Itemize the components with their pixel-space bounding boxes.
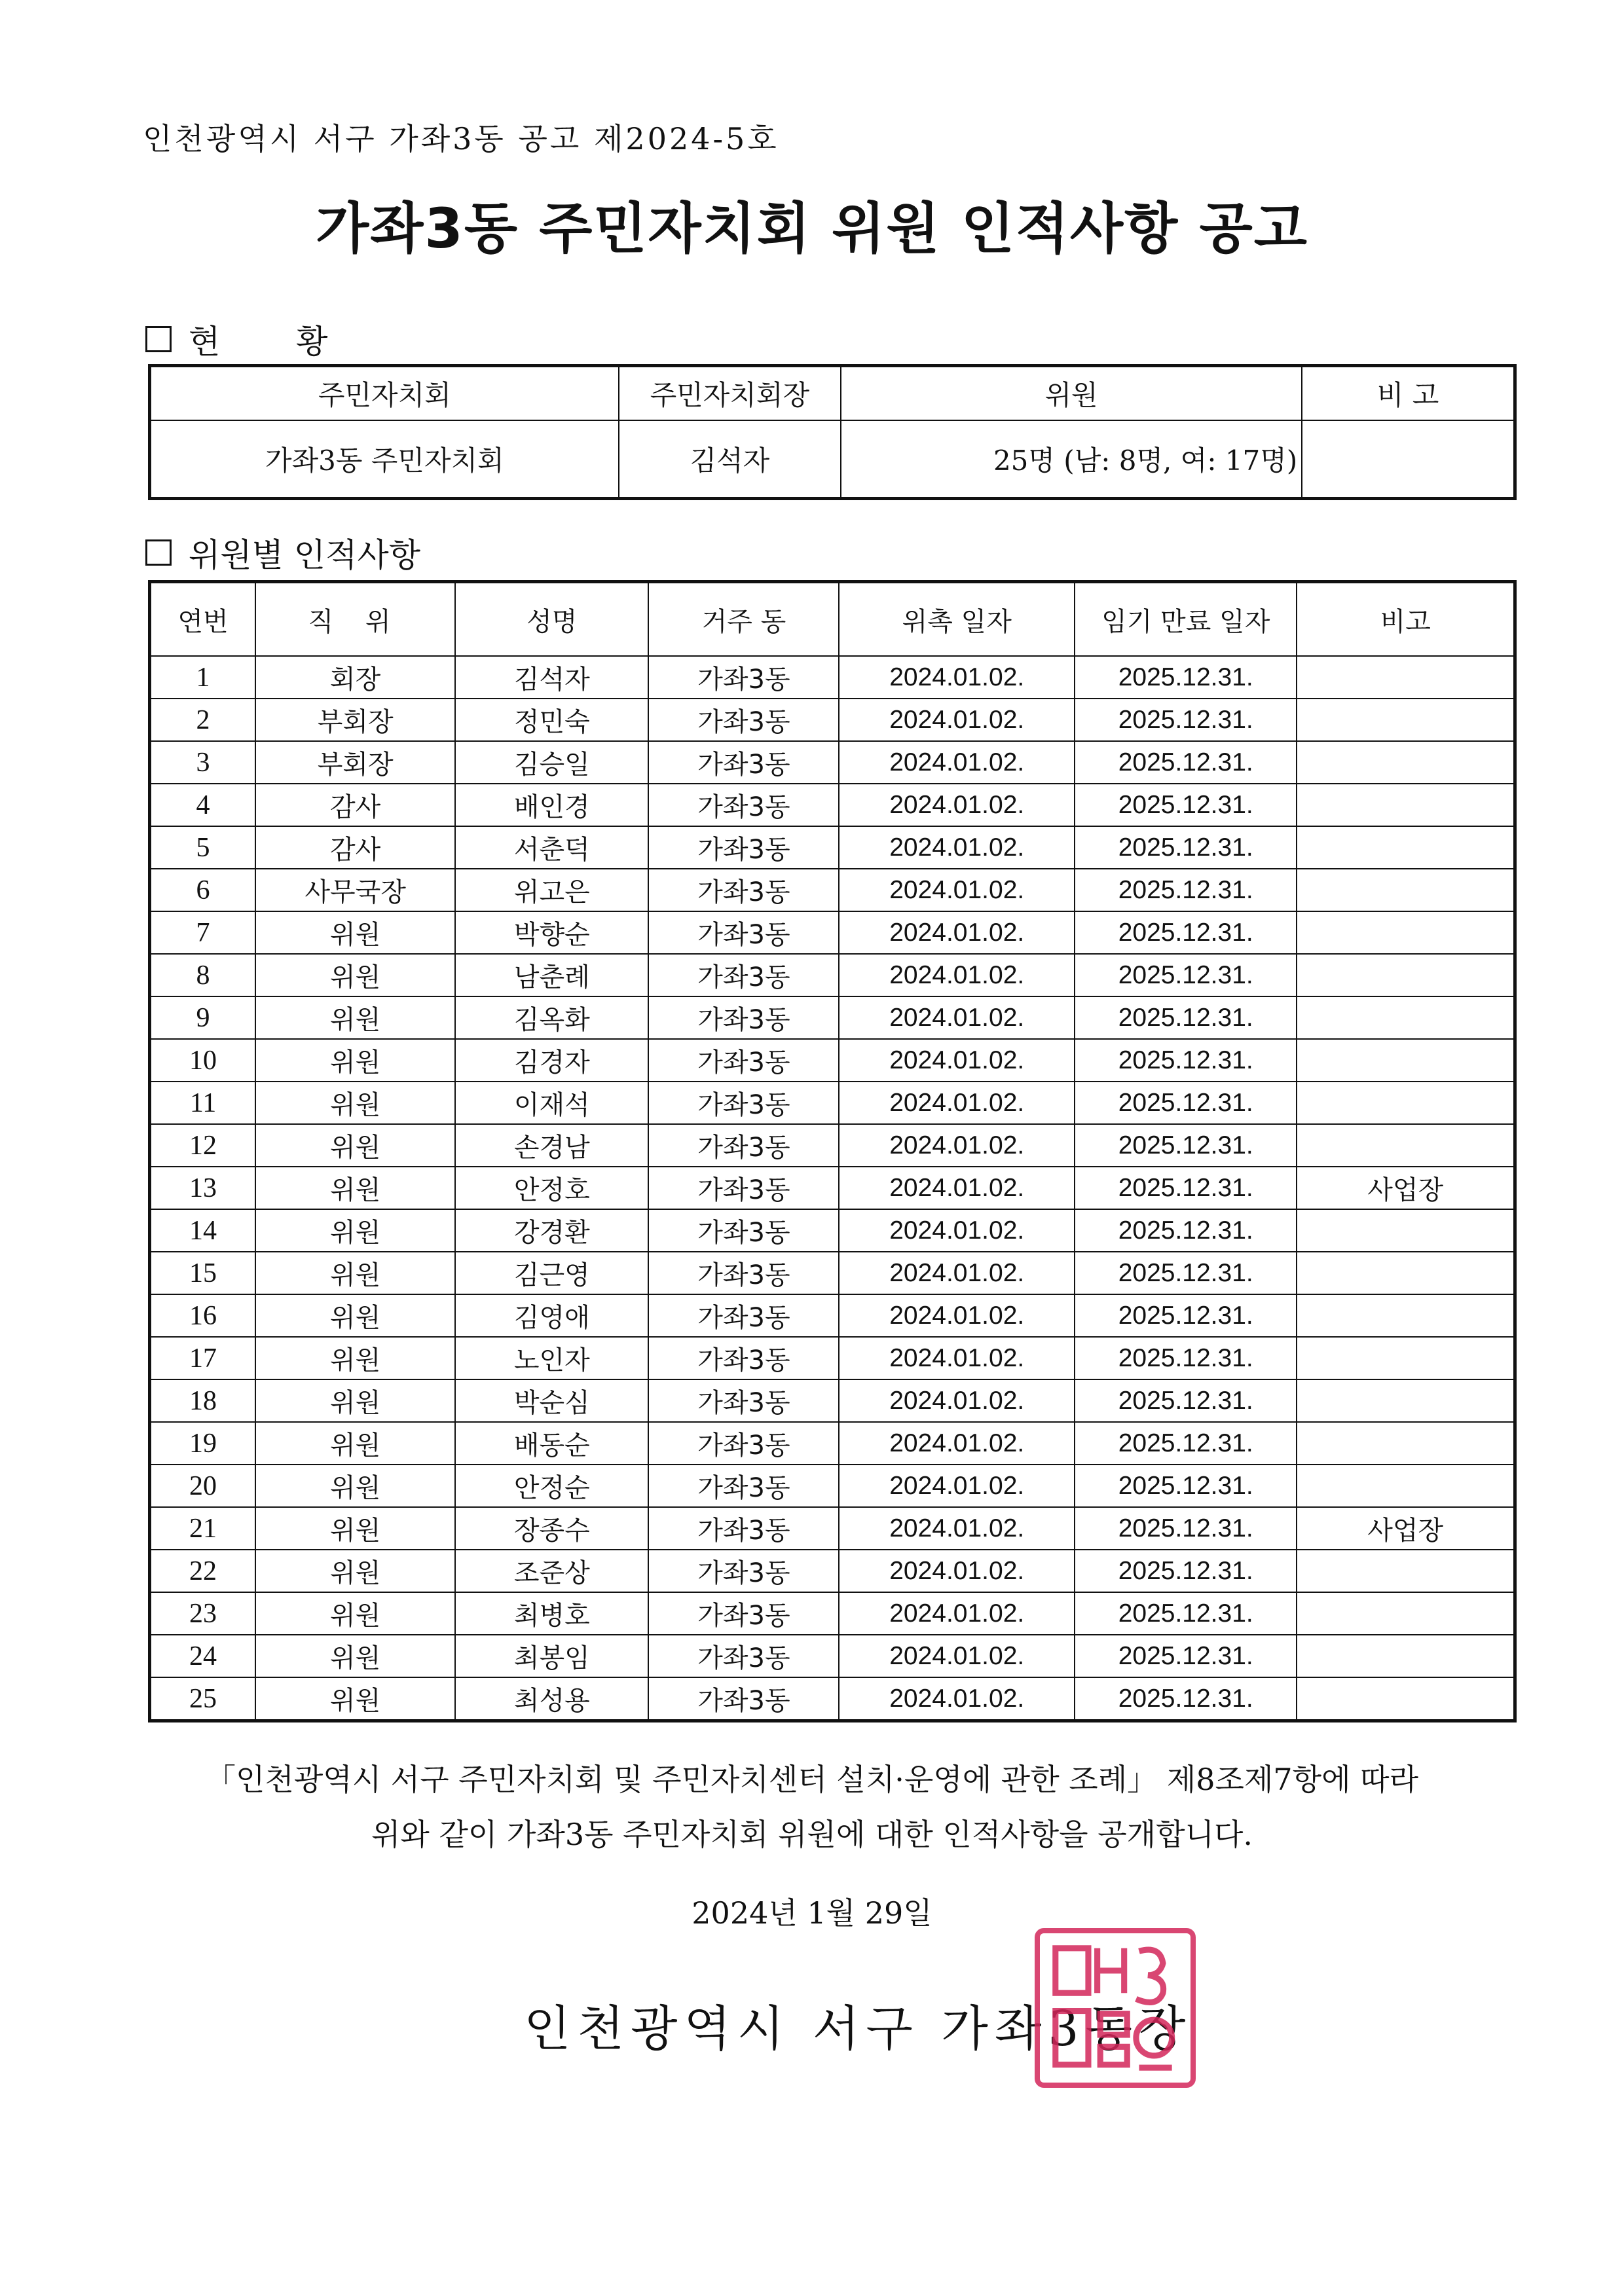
member-appointed-date: 2024.01.02. bbox=[839, 1337, 1074, 1379]
member-name: 박순심 bbox=[455, 1379, 648, 1422]
member-district: 가좌3동 bbox=[648, 1550, 839, 1592]
member-district: 가좌3동 bbox=[648, 911, 839, 954]
member-district: 가좌3동 bbox=[648, 869, 839, 911]
checkbox-icon bbox=[145, 539, 172, 566]
member-position: 위원 bbox=[255, 1252, 455, 1294]
member-appointed-date: 2024.01.02. bbox=[839, 954, 1074, 996]
member-seq: 23 bbox=[150, 1592, 256, 1635]
header-seq: 연번 bbox=[150, 582, 256, 657]
member-term-end-date: 2025.12.31. bbox=[1075, 1209, 1297, 1252]
member-position: 부회장 bbox=[255, 741, 455, 784]
member-name: 위고은 bbox=[455, 869, 648, 911]
member-term-end-date: 2025.12.31. bbox=[1075, 1337, 1297, 1379]
member-remark bbox=[1297, 1209, 1515, 1252]
member-term-end-date: 2025.12.31. bbox=[1075, 1422, 1297, 1465]
member-seq: 18 bbox=[150, 1379, 256, 1422]
member-name: 장종수 bbox=[455, 1507, 648, 1550]
member-appointed-date: 2024.01.02. bbox=[839, 1677, 1074, 1721]
member-seq: 8 bbox=[150, 954, 256, 996]
member-appointed-date: 2024.01.02. bbox=[839, 869, 1074, 911]
member-term-end-date: 2025.12.31. bbox=[1075, 1635, 1297, 1677]
member-remark bbox=[1297, 1337, 1515, 1379]
legal-text-line1: 「인천광역시 서구 주민자치회 및 주민자치센터 설치·운영에 관한 조례」 제8조제7항에 따라 bbox=[205, 1762, 1418, 1797]
table-row bbox=[150, 784, 1515, 826]
member-remark bbox=[1297, 1677, 1515, 1721]
member-seq: 2 bbox=[150, 699, 256, 741]
member-appointed-date: 2024.01.02. bbox=[839, 1422, 1074, 1465]
table-row bbox=[150, 1677, 1515, 1721]
member-district: 가좌3동 bbox=[648, 1507, 839, 1550]
member-position: 위원 bbox=[255, 1465, 455, 1507]
table-row bbox=[150, 1209, 1515, 1252]
member-term-end-date: 2025.12.31. bbox=[1075, 954, 1297, 996]
member-district: 가좌3동 bbox=[648, 1082, 839, 1124]
member-district: 가좌3동 bbox=[648, 1465, 839, 1507]
member-seq: 12 bbox=[150, 1124, 256, 1167]
header-note: 비 고 bbox=[1302, 366, 1515, 421]
table-row bbox=[150, 826, 1515, 869]
member-appointed-date: 2024.01.02. bbox=[839, 996, 1074, 1039]
header-position: 직 위 bbox=[255, 582, 455, 657]
member-district: 가좌3동 bbox=[648, 699, 839, 741]
member-name: 김옥화 bbox=[455, 996, 648, 1039]
member-remark bbox=[1297, 911, 1515, 954]
member-appointed-date: 2024.01.02. bbox=[839, 741, 1074, 784]
table-row bbox=[150, 699, 1515, 741]
member-position: 위원 bbox=[255, 1167, 455, 1209]
member-seq: 7 bbox=[150, 911, 256, 954]
member-district: 가좌3동 bbox=[648, 656, 839, 699]
member-name: 김영애 bbox=[455, 1294, 648, 1337]
member-position: 위원 bbox=[255, 1422, 455, 1465]
member-district: 가좌3동 bbox=[648, 1677, 839, 1721]
member-district: 가좌3동 bbox=[648, 1294, 839, 1337]
member-appointed-date: 2024.01.02. bbox=[839, 1465, 1074, 1507]
table-row bbox=[150, 911, 1515, 954]
header-remark: 비고 bbox=[1297, 582, 1515, 657]
member-position: 사무국장 bbox=[255, 869, 455, 911]
member-district: 가좌3동 bbox=[648, 1209, 839, 1252]
member-term-end-date: 2025.12.31. bbox=[1075, 1167, 1297, 1209]
member-term-end-date: 2025.12.31. bbox=[1075, 911, 1297, 954]
status-note bbox=[1302, 420, 1515, 499]
section-status-heading bbox=[145, 316, 361, 363]
table-row bbox=[150, 1507, 1515, 1550]
members-table-header bbox=[150, 582, 1515, 657]
member-position: 위원 bbox=[255, 1337, 455, 1379]
member-seq: 4 bbox=[150, 784, 256, 826]
member-name: 최병호 bbox=[455, 1592, 648, 1635]
table-row bbox=[150, 869, 1515, 911]
member-remark bbox=[1297, 699, 1515, 741]
table-row bbox=[150, 1124, 1515, 1167]
member-name: 정민숙 bbox=[455, 699, 648, 741]
member-remark bbox=[1297, 1252, 1515, 1294]
committee-name: 가좌3동 주민자치회 bbox=[150, 420, 619, 499]
member-term-end-date: 2025.12.31. bbox=[1075, 1379, 1297, 1422]
table-row bbox=[150, 1082, 1515, 1124]
member-term-end-date: 2025.12.31. bbox=[1075, 1507, 1297, 1550]
member-remark bbox=[1297, 741, 1515, 784]
member-remark bbox=[1297, 1550, 1515, 1592]
official-seal-icon bbox=[1035, 1928, 1196, 2088]
section-members-heading bbox=[145, 529, 420, 576]
member-count: 25명 (남: 8명, 여: 17명) bbox=[841, 420, 1302, 499]
member-term-end-date: 2025.12.31. bbox=[1075, 699, 1297, 741]
member-district: 가좌3동 bbox=[648, 1635, 839, 1677]
member-term-end-date: 2025.12.31. bbox=[1075, 826, 1297, 869]
member-remark bbox=[1297, 656, 1515, 699]
section-status-label: 현 황 bbox=[189, 323, 361, 361]
member-seq: 9 bbox=[150, 996, 256, 1039]
member-district: 가좌3동 bbox=[648, 1592, 839, 1635]
member-name: 최봉임 bbox=[455, 1635, 648, 1677]
member-district: 가좌3동 bbox=[648, 741, 839, 784]
legal-text-line2: 위와 같이 가좌3동 주민자치회 위원에 대한 인적사항을 공개합니다. bbox=[371, 1817, 1253, 1852]
member-position: 위원 bbox=[255, 1507, 455, 1550]
member-position: 감사 bbox=[255, 826, 455, 869]
checkbox-icon bbox=[145, 326, 172, 352]
member-name: 안정순 bbox=[455, 1465, 648, 1507]
member-seq: 10 bbox=[150, 1039, 256, 1082]
table-row bbox=[150, 741, 1515, 784]
member-district: 가좌3동 bbox=[648, 954, 839, 996]
member-name: 김석자 bbox=[455, 656, 648, 699]
member-term-end-date: 2025.12.31. bbox=[1075, 1252, 1297, 1294]
member-seq: 22 bbox=[150, 1550, 256, 1592]
members-table bbox=[148, 580, 1517, 1722]
member-name: 김근영 bbox=[455, 1252, 648, 1294]
member-appointed-date: 2024.01.02. bbox=[839, 1294, 1074, 1337]
member-term-end-date: 2025.12.31. bbox=[1075, 1550, 1297, 1592]
member-seq: 3 bbox=[150, 741, 256, 784]
member-district: 가좌3동 bbox=[648, 1252, 839, 1294]
table-row bbox=[150, 1039, 1515, 1082]
member-remark bbox=[1297, 1039, 1515, 1082]
member-appointed-date: 2024.01.02. bbox=[839, 1209, 1074, 1252]
member-district: 가좌3동 bbox=[648, 996, 839, 1039]
table-row bbox=[150, 954, 1515, 996]
member-term-end-date: 2025.12.31. bbox=[1075, 996, 1297, 1039]
member-seq: 6 bbox=[150, 869, 256, 911]
seal-graphic bbox=[1040, 1933, 1190, 2083]
member-name: 안정호 bbox=[455, 1167, 648, 1209]
table-row bbox=[150, 1167, 1515, 1209]
member-term-end-date: 2025.12.31. bbox=[1075, 1082, 1297, 1124]
member-seq: 5 bbox=[150, 826, 256, 869]
table-row bbox=[150, 1337, 1515, 1379]
member-district: 가좌3동 bbox=[648, 1124, 839, 1167]
member-position: 위원 bbox=[255, 954, 455, 996]
member-term-end-date: 2025.12.31. bbox=[1075, 1294, 1297, 1337]
member-seq: 25 bbox=[150, 1677, 256, 1721]
member-position: 위원 bbox=[255, 1379, 455, 1422]
member-appointed-date: 2024.01.02. bbox=[839, 1039, 1074, 1082]
member-seq: 13 bbox=[150, 1167, 256, 1209]
notice-date: 2024년 1월 29일 bbox=[692, 1895, 932, 1931]
member-name: 노인자 bbox=[455, 1337, 648, 1379]
table-row bbox=[150, 996, 1515, 1039]
member-appointed-date: 2024.01.02. bbox=[839, 1592, 1074, 1635]
member-seq: 24 bbox=[150, 1635, 256, 1677]
member-remark bbox=[1297, 954, 1515, 996]
member-seq: 15 bbox=[150, 1252, 256, 1294]
header-committee: 주민자치회 bbox=[150, 366, 619, 421]
member-seq: 21 bbox=[150, 1507, 256, 1550]
member-appointed-date: 2024.01.02. bbox=[839, 911, 1074, 954]
member-name: 박향순 bbox=[455, 911, 648, 954]
member-remark bbox=[1297, 996, 1515, 1039]
member-remark bbox=[1297, 1082, 1515, 1124]
member-district: 가좌3동 bbox=[648, 1167, 839, 1209]
member-remark bbox=[1297, 1294, 1515, 1337]
member-name: 김승일 bbox=[455, 741, 648, 784]
member-position: 위원 bbox=[255, 1082, 455, 1124]
member-seq: 1 bbox=[150, 656, 256, 699]
member-name: 강경환 bbox=[455, 1209, 648, 1252]
status-table bbox=[148, 364, 1517, 500]
member-name: 최성용 bbox=[455, 1677, 648, 1721]
member-term-end-date: 2025.12.31. bbox=[1075, 784, 1297, 826]
table-row bbox=[150, 1422, 1515, 1465]
member-appointed-date: 2024.01.02. bbox=[839, 1082, 1074, 1124]
member-term-end-date: 2025.12.31. bbox=[1075, 1592, 1297, 1635]
member-seq: 17 bbox=[150, 1337, 256, 1379]
member-name: 이재석 bbox=[455, 1082, 648, 1124]
status-table-header bbox=[150, 366, 1515, 421]
member-remark bbox=[1297, 826, 1515, 869]
member-position: 위원 bbox=[255, 1209, 455, 1252]
header-members: 위원 bbox=[841, 366, 1302, 421]
member-position: 감사 bbox=[255, 784, 455, 826]
member-position: 위원 bbox=[255, 1635, 455, 1677]
member-district: 가좌3동 bbox=[648, 1337, 839, 1379]
member-term-end-date: 2025.12.31. bbox=[1075, 1039, 1297, 1082]
member-name: 배동순 bbox=[455, 1422, 648, 1465]
member-seq: 19 bbox=[150, 1422, 256, 1465]
member-position: 위원 bbox=[255, 1039, 455, 1082]
member-seq: 20 bbox=[150, 1465, 256, 1507]
member-remark bbox=[1297, 1124, 1515, 1167]
member-term-end-date: 2025.12.31. bbox=[1075, 741, 1297, 784]
member-remark bbox=[1297, 1592, 1515, 1635]
member-district: 가좌3동 bbox=[648, 1379, 839, 1422]
member-position: 위원 bbox=[255, 1294, 455, 1337]
member-position: 회장 bbox=[255, 656, 455, 699]
table-row bbox=[150, 1379, 1515, 1422]
header-chair: 주민자치회장 bbox=[619, 366, 841, 421]
member-district: 가좌3동 bbox=[648, 1422, 839, 1465]
table-row bbox=[150, 1550, 1515, 1592]
table-row bbox=[150, 1592, 1515, 1635]
member-remark: 사업장 bbox=[1297, 1507, 1515, 1550]
member-name: 서춘덕 bbox=[455, 826, 648, 869]
member-appointed-date: 2024.01.02. bbox=[839, 1379, 1074, 1422]
header-appointed: 위촉 일자 bbox=[839, 582, 1074, 657]
member-district: 가좌3동 bbox=[648, 1039, 839, 1082]
member-appointed-date: 2024.01.02. bbox=[839, 1124, 1074, 1167]
member-position: 위원 bbox=[255, 1124, 455, 1167]
member-position: 부회장 bbox=[255, 699, 455, 741]
member-remark bbox=[1297, 1635, 1515, 1677]
table-row bbox=[150, 1252, 1515, 1294]
notice-number: 인천광역시 서구 가좌3동 공고 제2024-5호 bbox=[143, 121, 779, 156]
member-remark bbox=[1297, 1379, 1515, 1422]
member-seq: 14 bbox=[150, 1209, 256, 1252]
member-appointed-date: 2024.01.02. bbox=[839, 1635, 1074, 1677]
member-term-end-date: 2025.12.31. bbox=[1075, 1677, 1297, 1721]
member-position: 위원 bbox=[255, 1550, 455, 1592]
member-name: 조준상 bbox=[455, 1550, 648, 1592]
member-name: 손경남 bbox=[455, 1124, 648, 1167]
member-term-end-date: 2025.12.31. bbox=[1075, 656, 1297, 699]
table-row bbox=[150, 656, 1515, 699]
member-term-end-date: 2025.12.31. bbox=[1075, 869, 1297, 911]
header-district: 거주 동 bbox=[648, 582, 839, 657]
chair-name: 김석자 bbox=[619, 420, 841, 499]
member-appointed-date: 2024.01.02. bbox=[839, 1550, 1074, 1592]
member-term-end-date: 2025.12.31. bbox=[1075, 1124, 1297, 1167]
member-remark bbox=[1297, 869, 1515, 911]
member-position: 위원 bbox=[255, 1592, 455, 1635]
member-appointed-date: 2024.01.02. bbox=[839, 1252, 1074, 1294]
page-title: 가좌3동 주민자치회 위원 인적사항 공고 bbox=[316, 196, 1308, 261]
member-appointed-date: 2024.01.02. bbox=[839, 1507, 1074, 1550]
member-appointed-date: 2024.01.02. bbox=[839, 656, 1074, 699]
member-remark bbox=[1297, 1465, 1515, 1507]
member-remark bbox=[1297, 784, 1515, 826]
member-position: 위원 bbox=[255, 996, 455, 1039]
member-remark: 사업장 bbox=[1297, 1167, 1515, 1209]
section-members-label: 위원별 인적사항 bbox=[189, 536, 420, 574]
table-row bbox=[150, 1465, 1515, 1507]
member-appointed-date: 2024.01.02. bbox=[839, 784, 1074, 826]
header-term-end: 임기 만료 일자 bbox=[1075, 582, 1297, 657]
member-district: 가좌3동 bbox=[648, 826, 839, 869]
member-seq: 11 bbox=[150, 1082, 256, 1124]
member-name: 김경자 bbox=[455, 1039, 648, 1082]
member-name: 배인경 bbox=[455, 784, 648, 826]
table-row bbox=[150, 1635, 1515, 1677]
member-name: 남춘례 bbox=[455, 954, 648, 996]
status-table-row bbox=[150, 420, 1515, 499]
member-appointed-date: 2024.01.02. bbox=[839, 826, 1074, 869]
member-district: 가좌3동 bbox=[648, 784, 839, 826]
member-appointed-date: 2024.01.02. bbox=[839, 1167, 1074, 1209]
header-name: 성명 bbox=[455, 582, 648, 657]
member-position: 위원 bbox=[255, 911, 455, 954]
member-appointed-date: 2024.01.02. bbox=[839, 699, 1074, 741]
member-seq: 16 bbox=[150, 1294, 256, 1337]
table-row bbox=[150, 1294, 1515, 1337]
member-remark bbox=[1297, 1422, 1515, 1465]
member-position: 위원 bbox=[255, 1677, 455, 1721]
member-term-end-date: 2025.12.31. bbox=[1075, 1465, 1297, 1507]
signature-line: 인천광역시 서구 가좌3동장 bbox=[524, 2001, 1192, 2057]
